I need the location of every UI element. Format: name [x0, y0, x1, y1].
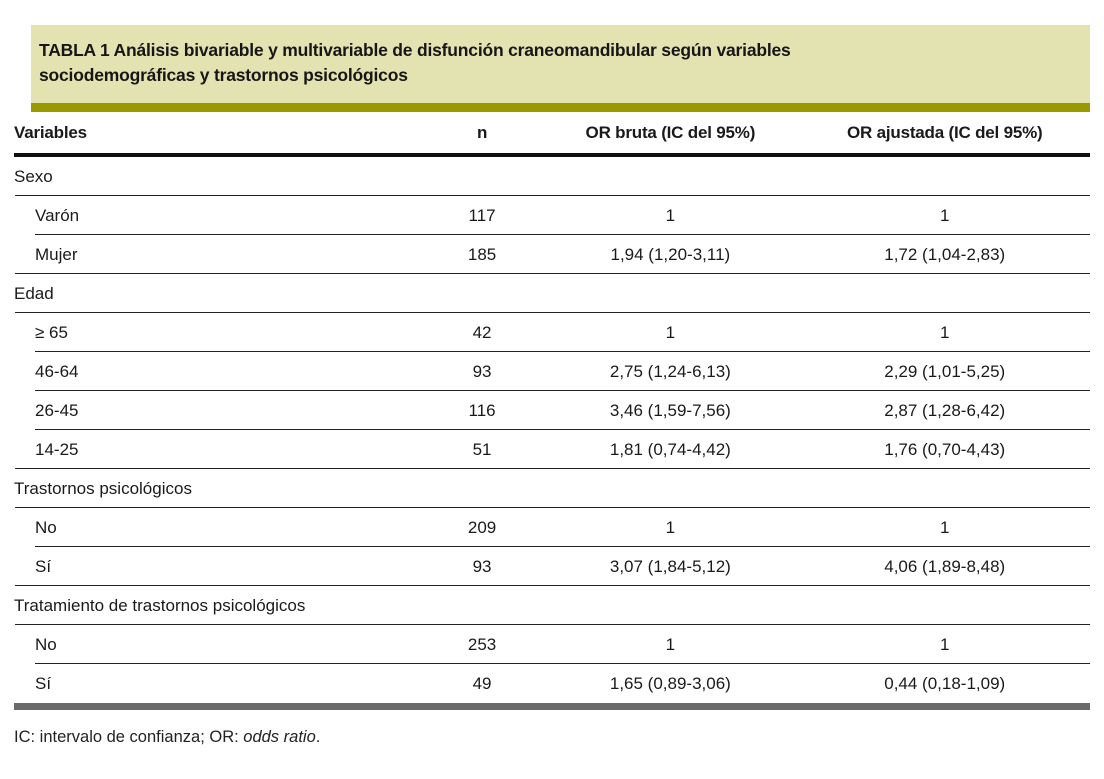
- column-header-or-bruta: OR bruta (IC del 95%): [585, 122, 756, 142]
- accent-divider-bar: [31, 103, 1090, 112]
- row-label: Sí: [35, 673, 52, 693]
- row-label: No: [35, 517, 57, 537]
- footnote-period: .: [315, 728, 321, 746]
- cell-n: 93: [472, 556, 492, 576]
- row-label: Sí: [35, 556, 52, 576]
- table-row: [14, 235, 1090, 274]
- section-row-tratamiento: [14, 586, 1090, 625]
- column-header-variables: Variables: [14, 122, 87, 142]
- column-header-or-ajustada: OR ajustada (IC del 95%): [846, 122, 1043, 142]
- table-row: [14, 430, 1090, 469]
- cell-or-ajustada: 2,29 (1,01-5,25): [884, 361, 1006, 381]
- cell-n: 93: [472, 361, 492, 381]
- cell-n: 209: [467, 517, 497, 537]
- cell-or-bruta: 3,46 (1,59-7,56): [609, 400, 731, 420]
- table-row: [14, 547, 1090, 586]
- cell-or-bruta: 1,81 (0,74-4,42): [609, 439, 731, 459]
- cell-or-bruta: 1,94 (1,20-3,11): [610, 244, 731, 264]
- table-title-block: [31, 25, 1090, 103]
- row-label: Mujer: [35, 244, 78, 264]
- row-label: 14-25: [35, 439, 79, 459]
- table-row: [14, 508, 1090, 547]
- column-header-n: n: [476, 122, 488, 142]
- cell-or-ajustada: 1: [939, 205, 950, 225]
- row-label: ≥ 65: [35, 322, 68, 342]
- table-title-line-2: sociodemográficas y trastornos psicológicos: [39, 65, 408, 85]
- section-row-trastornos: [14, 469, 1090, 508]
- cell-or-ajustada: 1,72 (1,04-2,83): [884, 244, 1006, 264]
- section-label: Trastornos psicológicos: [14, 478, 192, 498]
- cell-or-bruta: 2,75 (1,24-6,13): [609, 361, 731, 381]
- footnote-text: IC: intervalo de confianza; OR:: [14, 728, 244, 746]
- section-row-edad: [14, 274, 1090, 313]
- table-row: [14, 664, 1090, 703]
- cell-n: 117: [468, 205, 496, 225]
- cell-or-ajustada: 1: [939, 634, 950, 654]
- cell-or-ajustada: 1,76 (0,70-4,43): [884, 439, 1006, 459]
- cell-n: 49: [472, 673, 492, 693]
- table-row: [14, 196, 1090, 235]
- section-row-sexo: [14, 157, 1090, 196]
- cell-n: 42: [472, 322, 492, 342]
- cell-or-bruta: 1,65 (0,89-3,06): [609, 673, 731, 693]
- column-header-row: [14, 112, 1090, 157]
- row-label: No: [35, 634, 57, 654]
- table-row: [14, 625, 1090, 664]
- section-label: Edad: [14, 283, 54, 303]
- cell-or-ajustada: 1: [939, 517, 950, 537]
- table-row: [14, 352, 1090, 391]
- row-label: 46-64: [35, 361, 79, 381]
- cell-or-bruta: 1: [665, 205, 676, 225]
- row-label: Varón: [35, 205, 80, 225]
- cell-n: 51: [472, 439, 492, 459]
- footnote-italic-text: odds ratio: [243, 728, 316, 746]
- table-title-line-1: TABLA 1 Análisis bivariable y multivariable de disfunción craneomandibular según variables: [39, 40, 791, 60]
- cell-or-bruta: 1: [665, 634, 676, 654]
- cell-n: 185: [467, 244, 497, 264]
- cell-or-ajustada: 2,87 (1,28-6,42): [884, 400, 1006, 420]
- cell-or-bruta: 3,07 (1,84-5,12): [609, 556, 731, 576]
- section-label: Sexo: [14, 166, 53, 186]
- table-footnote: [14, 728, 1090, 747]
- cell-or-ajustada: 4,06 (1,89-8,48): [884, 556, 1006, 576]
- row-label: 26-45: [35, 400, 79, 420]
- section-label: Tratamiento de trastornos psicológicos: [14, 595, 306, 615]
- table-figure: [14, 25, 1090, 747]
- table-bottom-rule: [14, 703, 1090, 710]
- cell-or-bruta: 1: [665, 517, 676, 537]
- table-row: [14, 313, 1090, 352]
- cell-n: 116: [468, 400, 496, 420]
- cell-or-ajustada: 1: [939, 322, 950, 342]
- cell-or-ajustada: 0,44 (0,18-1,09): [884, 673, 1006, 693]
- cell-or-bruta: 1: [665, 322, 676, 342]
- cell-n: 253: [467, 634, 497, 654]
- table-row: [14, 391, 1090, 430]
